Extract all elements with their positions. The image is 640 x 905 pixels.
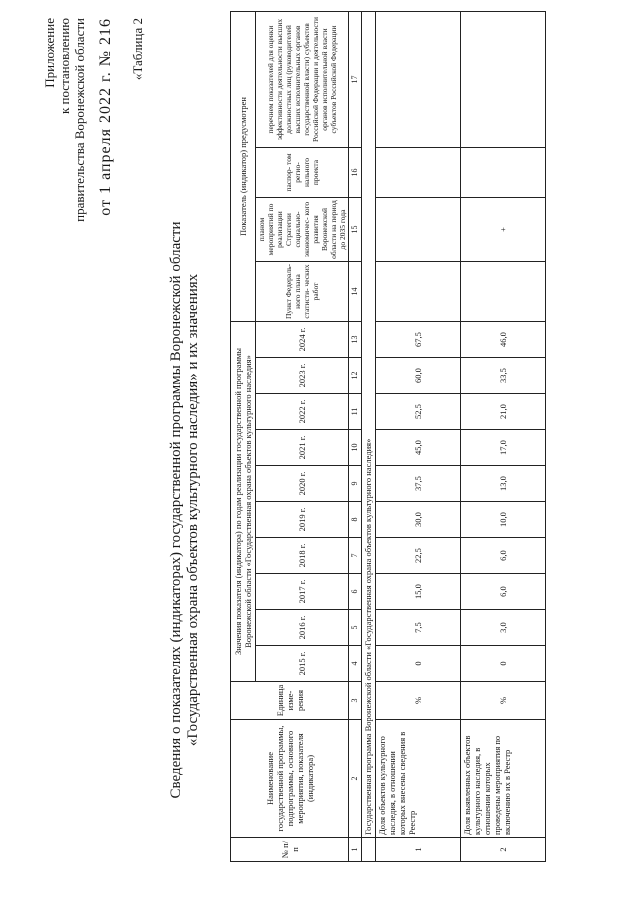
row-value: 7,5	[376, 610, 461, 646]
decree-date: от 1 апреля 2022 г. № 216	[97, 18, 114, 216]
row-value: 67,5	[376, 322, 461, 358]
row-fed-plan	[376, 262, 461, 322]
row-value: 15,0	[376, 574, 461, 610]
row-value: 6,0	[461, 538, 546, 574]
row-value: 52,5	[376, 394, 461, 430]
header-efficiency: перечнем показателей для оценки эффективности деятельности высших должностных лиц (руководителей высших исполнительных органов государственной власти) субъектов Российской Федерации и деятельности органов исполнительной власти субъектов Российской Федерации	[256, 12, 349, 148]
column-number: 14	[349, 262, 362, 322]
year-header: 2024 г.	[256, 322, 349, 358]
table-row	[376, 12, 461, 862]
column-number: 5	[349, 610, 362, 646]
year-header: 2020 г.	[256, 466, 349, 502]
year-header: 2016 г.	[256, 610, 349, 646]
row-value: 22,5	[376, 538, 461, 574]
header-values-group: Значения показателя (индикатора) по годам реализации государственной программы Воронежской области «Государственная охрана объектов культурного наследия»	[231, 322, 256, 682]
header-passport: паспор- том регио- нального проекта	[256, 148, 349, 198]
appendix-block	[42, 18, 87, 318]
row-efficiency	[376, 12, 461, 148]
title-line: «Государственная охрана объектов культурного наследия» и их значениях	[185, 273, 201, 747]
column-number: 13	[349, 322, 362, 358]
indicators-table	[230, 11, 546, 862]
row-fed-plan	[461, 262, 546, 322]
row-value: 3,0	[461, 610, 546, 646]
appendix-line: правительства Воронежской области	[72, 18, 87, 222]
column-number: 1	[349, 838, 362, 862]
row-value: 21,0	[461, 394, 546, 430]
row-strategy	[376, 198, 461, 262]
column-number: 3	[349, 682, 362, 720]
year-header: 2022 г.	[256, 394, 349, 430]
header-no: № п/п	[231, 838, 349, 862]
row-passport	[461, 148, 546, 198]
year-header: 2015 г.	[256, 646, 349, 682]
row-no: 2	[461, 838, 546, 862]
header-name: Наименование государственной программы, подпрограммы, основного мероприятия, показателя (индикатора)	[231, 720, 349, 838]
column-numbers-row	[349, 12, 362, 862]
row-name: Доля выявленных объектов культурного наследия, в отношении которых проведены мероприятия по включению их в Реестр	[461, 720, 546, 838]
row-name: Доля объектов культурного наследия, в отношении которых внесены сведения в Реестр	[376, 720, 461, 838]
year-header: 2017 г.	[256, 574, 349, 610]
header-strategy: планом мероприятий по реализации Стратегии социально- экономичес- кого развития Воронежской области на период до 2035 года	[256, 198, 349, 262]
row-value: 45,0	[376, 430, 461, 466]
row-value: 0	[376, 646, 461, 682]
row-value: 10,0	[461, 502, 546, 538]
row-value: 17,0	[461, 430, 546, 466]
column-number: 7	[349, 538, 362, 574]
table-row	[461, 12, 546, 862]
appendix-line: к постановлению	[57, 18, 72, 115]
row-passport	[376, 148, 461, 198]
row-no: 1	[376, 838, 461, 862]
column-number: 15	[349, 198, 362, 262]
column-number: 10	[349, 430, 362, 466]
section-title: Государственная программа Воронежской области «Государственная охрана объектов культурного наследия»	[362, 12, 376, 838]
row-strategy: +	[461, 198, 546, 262]
header-provided-group: Показатель (индикатор) предусмотрен	[231, 12, 256, 322]
column-number: 12	[349, 358, 362, 394]
header-unit: Единица изме- рения	[231, 682, 349, 720]
header-fed-plan: Пункт Федераль- ного плана статисти- ческих работ	[256, 262, 349, 322]
row-value: 33,5	[461, 358, 546, 394]
row-value: 30,0	[376, 502, 461, 538]
year-header: 2023 г.	[256, 358, 349, 394]
year-header: 2021 г.	[256, 430, 349, 466]
year-header: 2018 г.	[256, 538, 349, 574]
row-value: 13,0	[461, 466, 546, 502]
section-row	[362, 12, 376, 862]
column-number: 9	[349, 466, 362, 502]
row-value: 6,0	[461, 574, 546, 610]
column-number: 17	[349, 12, 362, 148]
column-number: 4	[349, 646, 362, 682]
row-value: 46,0	[461, 322, 546, 358]
row-value: 0	[461, 646, 546, 682]
column-number: 16	[349, 148, 362, 198]
row-value: 37,5	[376, 466, 461, 502]
section-spacer	[362, 838, 376, 862]
title-line: Сведения о показателях (индикаторах) государственной программы Воронежской области	[168, 221, 184, 799]
column-number: 8	[349, 502, 362, 538]
appendix-line: Приложение	[42, 18, 57, 88]
row-value: 60,0	[376, 358, 461, 394]
row-unit: %	[376, 682, 461, 720]
row-efficiency	[461, 12, 546, 148]
year-header: 2019 г.	[256, 502, 349, 538]
rotated-page	[20, 10, 620, 890]
column-number: 6	[349, 574, 362, 610]
document-title	[168, 190, 202, 830]
column-number: 11	[349, 394, 362, 430]
column-number: 2	[349, 720, 362, 838]
row-unit: %	[461, 682, 546, 720]
table-number: «Таблица 2	[130, 18, 145, 81]
